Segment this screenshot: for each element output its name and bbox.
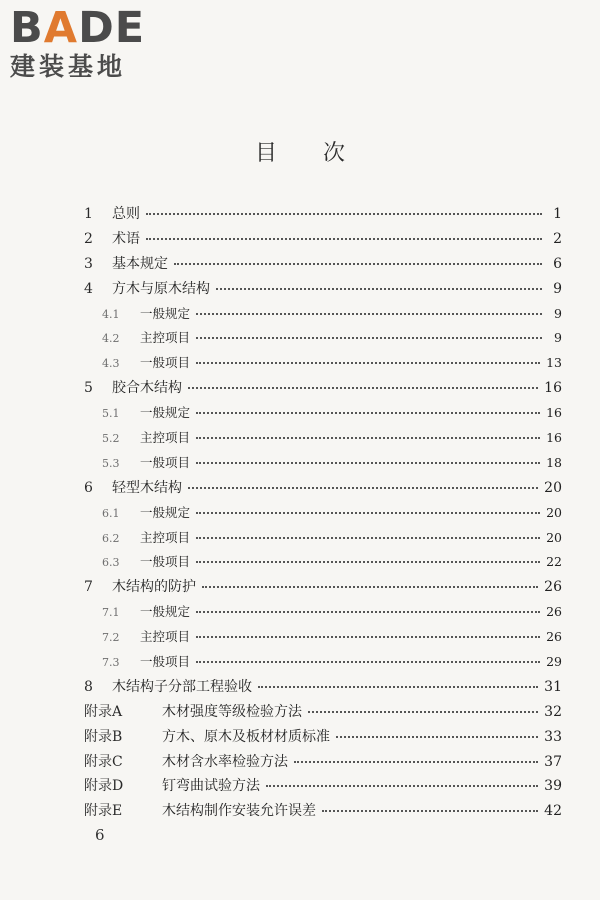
toc-entry-title: 木材强度等级检验方法	[162, 703, 302, 720]
toc-entry-title: 钉弯曲试验方法	[162, 778, 260, 795]
toc-dot-leader	[336, 727, 538, 738]
toc-entry-title: 轻型木结构	[112, 479, 182, 496]
toc-dot-leader	[146, 204, 542, 215]
toc-entry-page: 16	[546, 405, 562, 421]
toc-dot-leader	[188, 478, 538, 489]
toc-entry-page: 16	[546, 430, 562, 446]
toc-dot-leader	[196, 503, 540, 514]
toc-entry-page: 29	[546, 654, 562, 670]
toc-entry-title: 木结构的防护	[112, 579, 196, 596]
toc-entry[interactable]	[84, 326, 562, 351]
toc-entry[interactable]	[84, 401, 562, 426]
toc-entry[interactable]	[84, 750, 562, 775]
toc-entry[interactable]	[84, 476, 562, 501]
toc-entry-number: 7.3	[102, 656, 120, 670]
toc-dot-leader	[188, 378, 538, 389]
toc-entry-number: 附录D	[84, 778, 124, 795]
page-title: 目次	[254, 141, 391, 166]
toc-entry-number: 6.1	[102, 506, 120, 520]
toc-entry[interactable]	[84, 501, 562, 526]
toc-entry-title: 木结构制作安装允许误差	[162, 803, 316, 820]
toc-entry-page: 20	[544, 479, 562, 496]
toc-dot-leader	[196, 627, 540, 638]
table-of-contents	[84, 202, 562, 824]
toc-entry-page: 9	[554, 305, 562, 321]
toc-entry[interactable]	[84, 575, 562, 600]
toc-entry-title: 主控项目	[140, 430, 191, 446]
toc-entry-page: 26	[544, 579, 562, 596]
toc-entry-title: 主控项目	[140, 529, 191, 545]
brand-logo	[10, 4, 190, 82]
toc-entry[interactable]	[84, 202, 562, 227]
toc-entry-number: 2	[84, 230, 93, 247]
toc-entry-page: 31	[544, 678, 562, 695]
toc-entry-title: 一般项目	[140, 554, 191, 570]
toc-entry-page: 6	[553, 255, 562, 272]
toc-entry-page: 32	[544, 703, 562, 720]
toc-entry[interactable]	[84, 351, 562, 376]
toc-dot-leader	[202, 577, 538, 588]
toc-dot-leader	[196, 428, 540, 439]
toc-dot-leader	[196, 353, 540, 364]
toc-entry-title: 主控项目	[140, 629, 191, 645]
toc-entry-number: 5.3	[102, 456, 120, 470]
toc-dot-leader	[174, 254, 542, 265]
toc-entry[interactable]	[84, 376, 562, 401]
toc-entry[interactable]	[84, 700, 562, 725]
logo-mark-suffix: DE	[78, 3, 146, 53]
toc-entry-page: 9	[554, 330, 562, 346]
toc-dot-leader	[146, 229, 542, 240]
toc-entry[interactable]	[84, 550, 562, 575]
logo-subtitle: 建装基地	[10, 52, 127, 81]
toc-entry-page: 16	[544, 380, 562, 397]
toc-entry-number: 3	[84, 255, 93, 272]
toc-entry-page: 39	[544, 778, 562, 795]
toc-dot-leader	[196, 328, 542, 339]
toc-entry-page: 18	[546, 454, 562, 470]
toc-dot-leader	[308, 702, 538, 713]
toc-entry-number: 8	[84, 678, 93, 695]
toc-entry[interactable]	[84, 277, 562, 302]
toc-entry-number: 4.3	[102, 357, 120, 371]
toc-entry-number: 附录B	[84, 728, 123, 745]
toc-entry[interactable]	[84, 725, 562, 750]
toc-dot-leader	[266, 776, 538, 787]
toc-entry[interactable]	[84, 302, 562, 327]
toc-entry-number: 4.1	[102, 307, 120, 321]
toc-entry-number: 7.1	[102, 606, 120, 620]
toc-entry-page: 33	[544, 728, 562, 745]
toc-entry-title: 一般项目	[140, 454, 191, 470]
toc-entry-title: 总则	[112, 206, 140, 222]
toc-entry-title: 一般规定	[140, 405, 191, 421]
toc-entry-title: 胶合木结构	[112, 380, 182, 397]
toc-entry-page: 2	[553, 230, 562, 247]
toc-dot-leader	[196, 453, 540, 464]
toc-entry-number: 6	[84, 479, 93, 496]
toc-entry[interactable]	[84, 451, 562, 476]
toc-entry-title: 一般规定	[140, 305, 191, 321]
toc-dot-leader	[196, 602, 540, 613]
toc-dot-leader	[216, 279, 542, 290]
toc-entry-page: 20	[546, 504, 562, 520]
toc-entry-number: 附录C	[84, 753, 123, 770]
toc-entry-number: 1	[84, 206, 93, 222]
toc-entry-title: 一般项目	[140, 355, 191, 371]
toc-dot-leader	[196, 528, 540, 539]
logo-mark-prefix: B	[10, 3, 44, 53]
toc-entry-title: 主控项目	[140, 330, 191, 346]
toc-entry-title: 木结构子分部工程验收	[112, 678, 252, 695]
toc-entry-number: 附录E	[84, 803, 123, 820]
toc-entry[interactable]	[84, 625, 562, 650]
toc-entry-title: 一般项目	[140, 654, 191, 670]
toc-entry-title: 木材含水率检验方法	[162, 753, 288, 770]
toc-rows	[84, 202, 562, 824]
toc-entry[interactable]	[84, 600, 562, 625]
toc-entry-number: 7.2	[102, 631, 120, 645]
toc-entry[interactable]	[84, 799, 562, 824]
toc-entry-title: 基本规定	[112, 255, 168, 272]
toc-dot-leader	[294, 752, 538, 763]
toc-dot-leader	[196, 304, 542, 315]
toc-entry[interactable]	[84, 675, 562, 700]
toc-entry[interactable]	[84, 426, 562, 451]
toc-entry[interactable]	[84, 774, 562, 799]
page-number: 6	[95, 826, 105, 844]
toc-entry-number: 5	[84, 380, 93, 397]
toc-entry-number: 5.1	[102, 407, 120, 421]
toc-entry-number: 附录A	[84, 703, 123, 720]
toc-entry-title: 术语	[112, 230, 140, 247]
toc-entry-page: 20	[546, 529, 562, 545]
logo-mark	[10, 4, 190, 52]
toc-entry-number: 6.2	[102, 531, 120, 545]
toc-entry-title: 一般规定	[140, 604, 191, 620]
toc-entry-number: 7	[84, 579, 93, 596]
logo-mark-accent: A	[43, 3, 79, 53]
toc-dot-leader	[196, 403, 540, 414]
toc-entry-page: 13	[546, 355, 562, 371]
toc-entry-number: 5.2	[102, 432, 120, 446]
toc-entry-number: 6.3	[102, 556, 120, 570]
toc-dot-leader	[322, 801, 538, 812]
toc-entry-page: 9	[553, 280, 562, 297]
toc-entry-title: 方木与原木结构	[112, 280, 210, 297]
toc-entry-title: 一般规定	[140, 504, 191, 520]
toc-entry[interactable]	[84, 650, 562, 675]
toc-entry-page: 42	[544, 803, 562, 820]
toc-entry-page: 37	[544, 753, 562, 770]
toc-entry[interactable]	[84, 526, 562, 551]
toc-entry-page: 26	[546, 604, 562, 620]
toc-entry-page: 22	[546, 554, 562, 570]
toc-dot-leader	[258, 677, 538, 688]
toc-entry-number: 4.2	[102, 332, 120, 346]
toc-dot-leader	[196, 552, 540, 563]
toc-dot-leader	[196, 652, 540, 663]
toc-entry-title: 方木、原木及板材材质标准	[162, 728, 330, 745]
toc-entry[interactable]	[84, 227, 562, 252]
toc-entry-page: 1	[553, 206, 562, 222]
toc-entry-page: 26	[546, 629, 562, 645]
toc-entry-number: 4	[84, 280, 93, 297]
toc-entry[interactable]	[84, 252, 562, 277]
